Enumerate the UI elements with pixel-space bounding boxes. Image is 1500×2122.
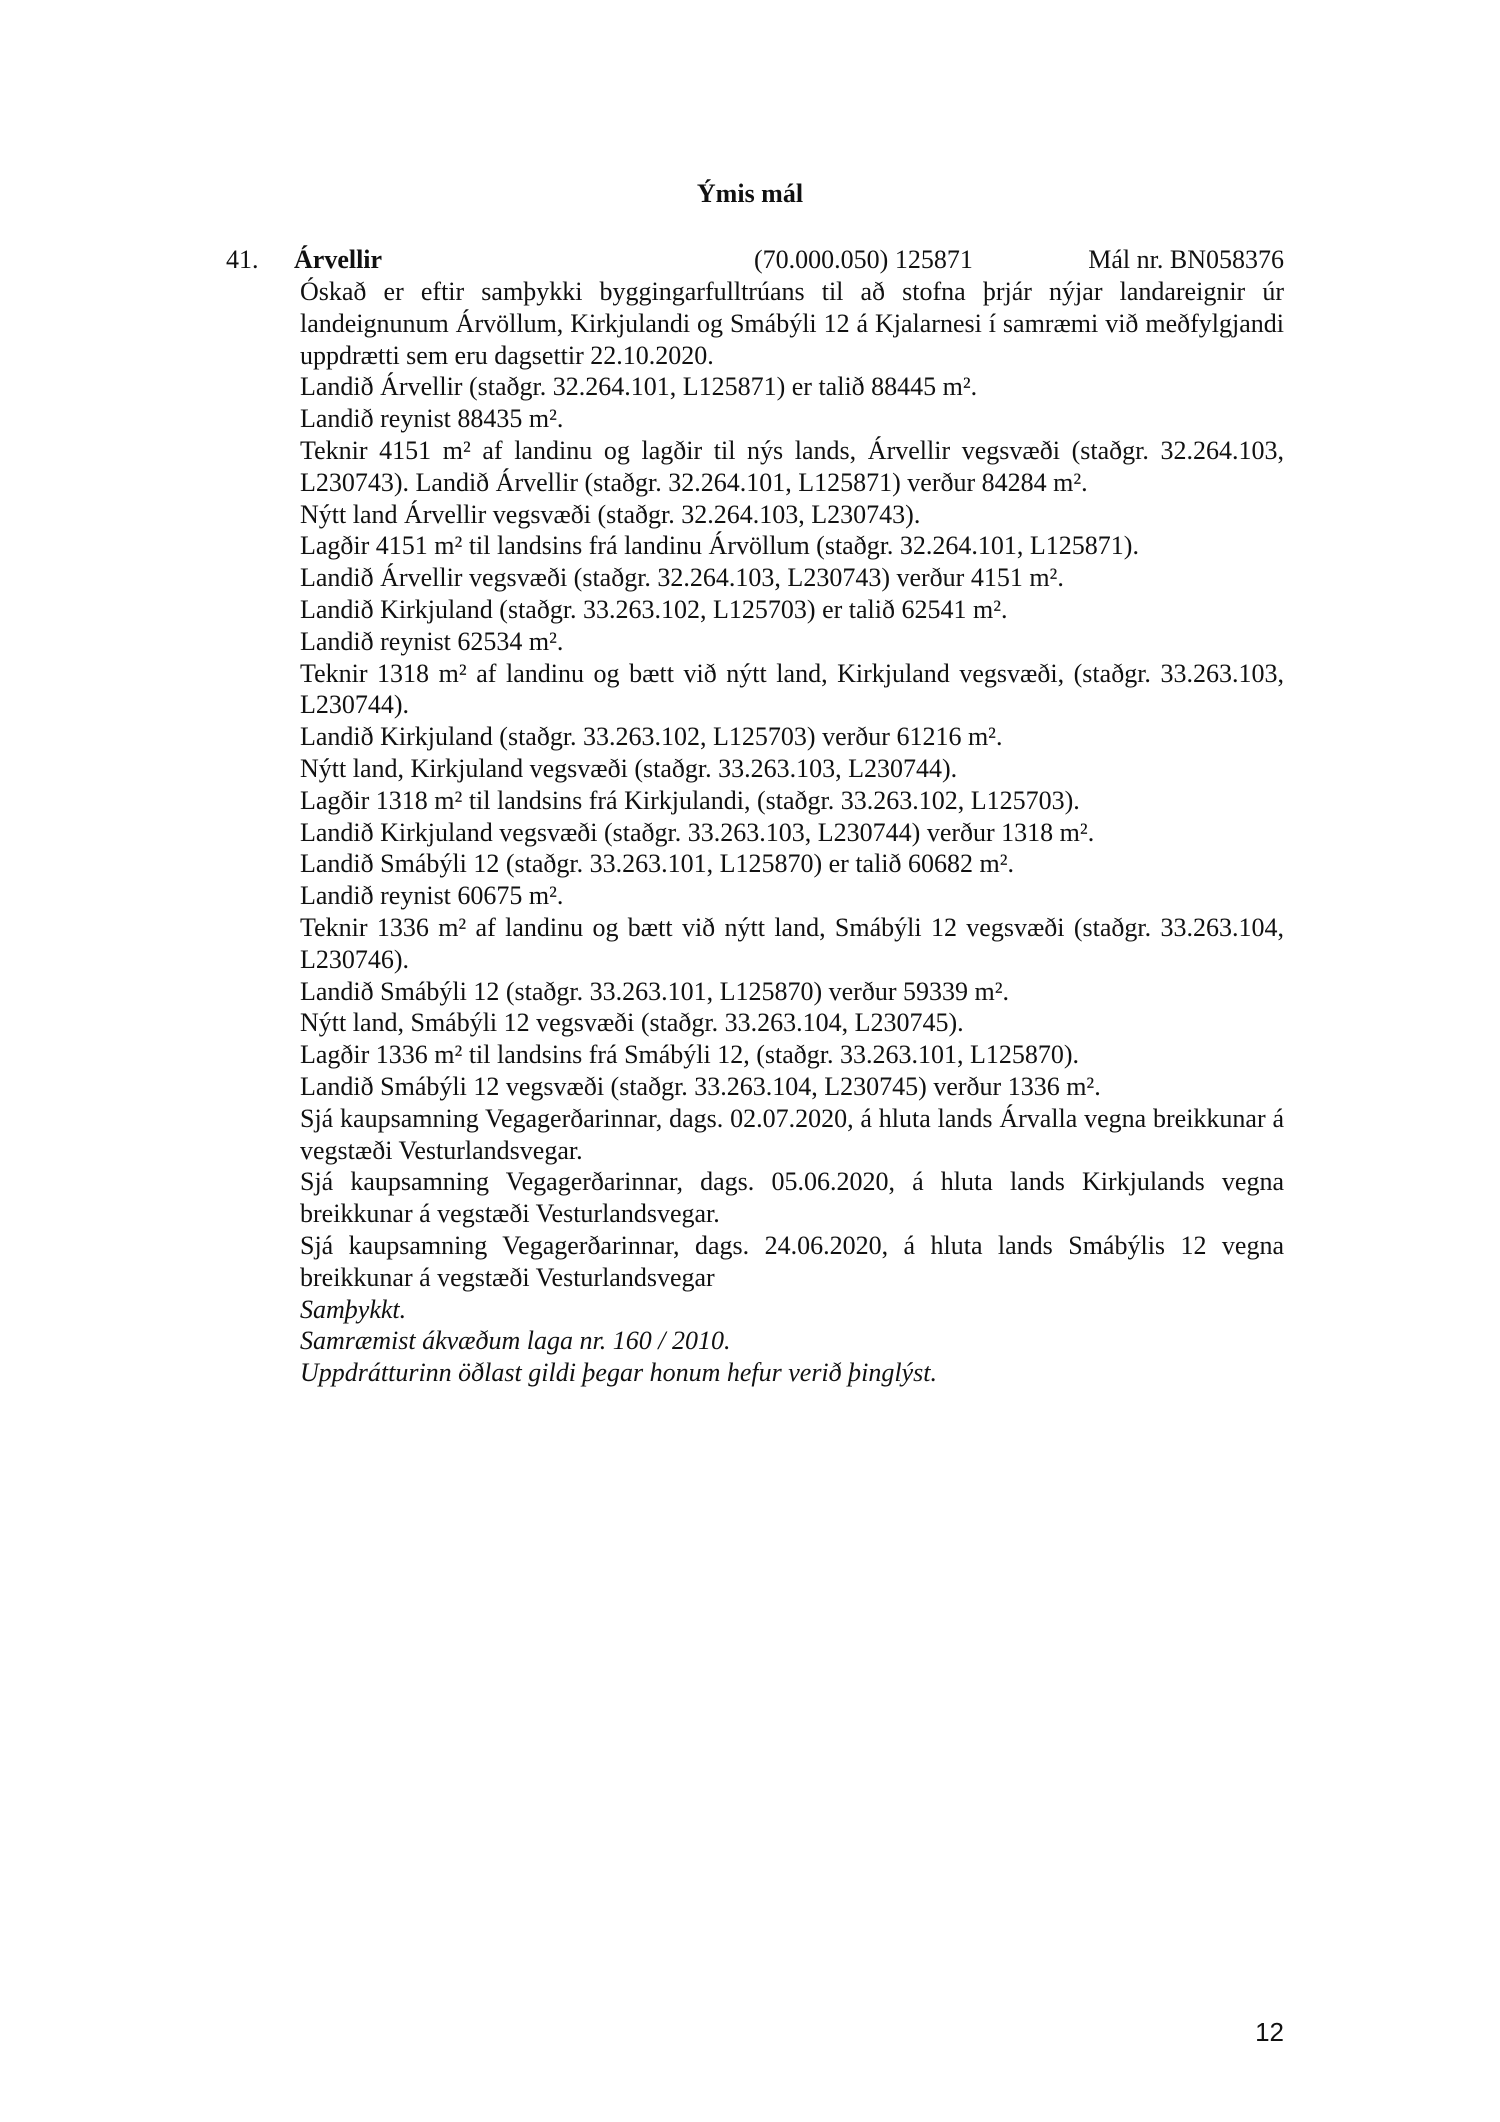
body-paragraph: Sjá kaupsamning Vegagerðarinnar, dags. 24.06.2020, á hluta lands Smábýlis 12 vegna breikkunar á vegstæði Vesturlandsvegar	[300, 1230, 1284, 1292]
item-number: 41.	[226, 245, 259, 274]
section-heading: Ýmis mál	[696, 179, 804, 208]
decision-line: Uppdrátturinn öðlast gildi þegar honum hefur verið þinglýst.	[300, 1358, 937, 1388]
item-case-number: Mál nr. BN058376	[1088, 245, 1284, 274]
body-paragraph: Landið Smábýli 12 vegsvæði (staðgr. 33.263.104, L230745) verður 1336 m².	[300, 1071, 1101, 1101]
body-paragraph: Landið reynist 62534 m².	[300, 626, 564, 656]
body-paragraph: Landið Kirkjuland (staðgr. 33.263.102, L125703) verður 61216 m².	[300, 722, 1003, 752]
body-paragraph: Landið reynist 60675 m².	[300, 881, 564, 911]
body-paragraph: Teknir 1336 m² af landinu og bætt við nýtt land, Smábýli 12 vegsvæði (staðgr. 33.263.104, L230746).	[300, 912, 1284, 974]
body-paragraph: Óskað er eftir samþykki byggingarfulltrúans til að stofna þrjár nýjar landareignir úr landeignunum Árvöllum, Kirkjulandi og Smábýli 12 á Kjalarnesi í samræmi við meðfylgjandi uppdrætti sem eru dagsettir 22.10.2020.	[300, 277, 1284, 370]
body-paragraph: Lagðir 1318 m² til landsins frá Kirkjulandi, (staðgr. 33.263.102, L125703).	[300, 785, 1080, 815]
decision-line: Samþykkt.	[300, 1294, 407, 1324]
body-paragraph: Sjá kaupsamning Vegagerðarinnar, dags. 02.07.2020, á hluta lands Árvalla vegna breikkunar á vegstæði Vesturlandsvegar.	[300, 1103, 1284, 1165]
page-number: 12	[1255, 2017, 1284, 2047]
item-reference: (70.000.050) 125871	[754, 245, 973, 274]
body-paragraph: Nýtt land, Kirkjuland vegsvæði (staðgr. 33.263.103, L230744).	[300, 753, 958, 783]
body-paragraph: Landið Árvellir (staðgr. 32.264.101, L125871) er talið 88445 m².	[300, 372, 978, 402]
decision-line: Samræmist ákvæðum laga nr. 160 / 2010.	[300, 1326, 731, 1356]
body-paragraph: Nýtt land, Smábýli 12 vegsvæði (staðgr. 33.263.104, L230745).	[300, 1008, 964, 1038]
item-title: Árvellir	[294, 245, 383, 274]
body-paragraph: Lagðir 4151 m² til landsins frá landinu Árvöllum (staðgr. 32.264.101, L125871).	[300, 531, 1139, 561]
item-header	[226, 244, 1284, 276]
body-paragraph: Landið Kirkjuland (staðgr. 33.263.102, L125703) er talið 62541 m².	[300, 594, 1008, 624]
item-body	[300, 276, 1284, 1389]
body-paragraph: Landið Árvellir vegsvæði (staðgr. 32.264.103, L230743) verður 4151 m².	[300, 563, 1064, 593]
body-paragraph: Nýtt land Árvellir vegsvæði (staðgr. 32.264.103, L230743).	[300, 499, 921, 529]
body-paragraph: Lagðir 1336 m² til landsins frá Smábýli 12, (staðgr. 33.263.101, L125870).	[300, 1040, 1080, 1070]
body-paragraph: Landið Smábýli 12 (staðgr. 33.263.101, L125870) er talið 60682 m².	[300, 849, 1015, 879]
body-paragraph: Sjá kaupsamning Vegagerðarinnar, dags. 05.06.2020, á hluta lands Kirkjulands vegna breikkunar á vegstæði Vesturlandsvegar.	[300, 1167, 1284, 1229]
body-paragraph: Teknir 1318 m² af landinu og bætt við nýtt land, Kirkjuland vegsvæði, (staðgr. 33.263.103, L230744).	[300, 658, 1284, 720]
body-paragraph: Teknir 4151 m² af landinu og lagðir til nýs lands, Árvellir vegsvæði (staðgr. 32.264.103, L230743). Landið Árvellir (staðgr. 32.264.101, L125871) verður 84284 m².	[300, 435, 1284, 497]
body-paragraph: Landið Kirkjuland vegsvæði (staðgr. 33.263.103, L230744) verður 1318 m².	[300, 817, 1095, 847]
body-paragraph: Landið Smábýli 12 (staðgr. 33.263.101, L125870) verður 59339 m².	[300, 976, 1009, 1006]
body-paragraph: Landið reynist 88435 m².	[300, 404, 564, 434]
